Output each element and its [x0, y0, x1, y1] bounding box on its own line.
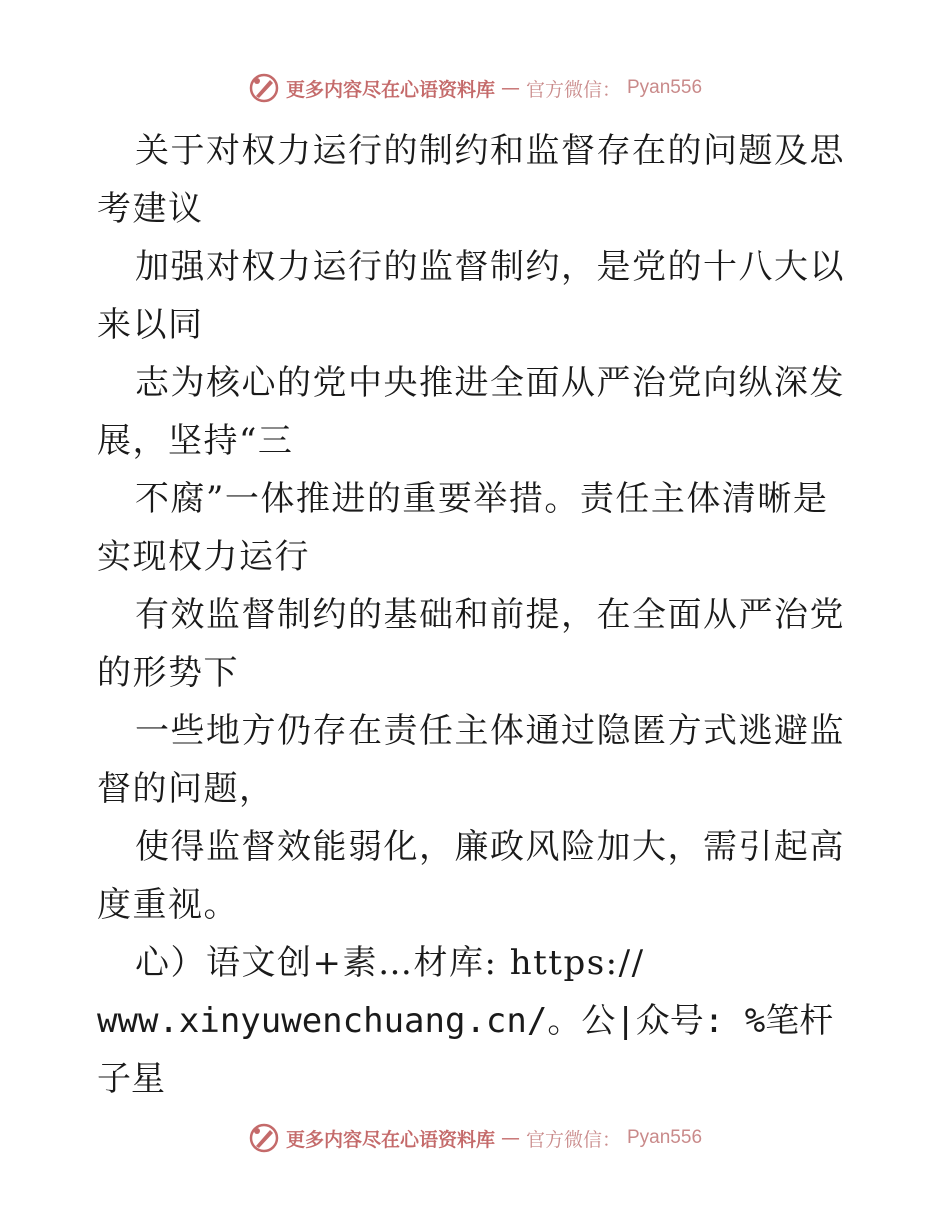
footer-brand-text: 更多内容尽在心语资料库 — [285, 1128, 495, 1151]
page-footer — [0, 1122, 950, 1154]
header-wechat-label: 官方微信： — [525, 78, 621, 101]
source-line: 心）语文创+素…材库: https:// — [135, 943, 645, 983]
paragraph: 有效监督制约的基础和前提，在全面从严治党的形势下 — [97, 595, 845, 693]
paragraph: 不腐”一体推进的重要举措。责任主体清晰是实现权力运行 — [97, 479, 829, 577]
paragraph: 志为核心的党中央推进全面从严治党向纵深发展，坚持“三 — [97, 363, 845, 461]
paragraph-title: 关于对权力运行的制约和监督存在的问题及思考建议 — [97, 131, 845, 229]
header-dash: — — [500, 77, 520, 99]
pen-nib-logo-icon — [248, 1122, 280, 1154]
footer-wechat-id: Pyan556 — [627, 1127, 703, 1148]
page-header — [0, 72, 950, 104]
paragraph: 加强对权力运行的监督制约，是党的十八大以来以同 — [97, 247, 845, 345]
footer-wechat-label: 官方微信： — [525, 1128, 621, 1151]
source-url-line: www.xinyuwenchuang.cn/。公|众号: %笔杆子星 — [97, 1001, 834, 1099]
header-wechat-id: Pyan556 — [627, 77, 703, 98]
footer-dash: — — [500, 1127, 520, 1149]
pen-nib-logo-icon — [248, 72, 280, 104]
document-body — [97, 122, 857, 1108]
paragraph: 一些地方仍存在责任主体通过隐匿方式逃避监督的问题， — [97, 711, 845, 809]
header-brand-text: 更多内容尽在心语资料库 — [285, 78, 495, 101]
paragraph: 使得监督效能弱化，廉政风险加大，需引起高度重视。 — [97, 827, 845, 925]
